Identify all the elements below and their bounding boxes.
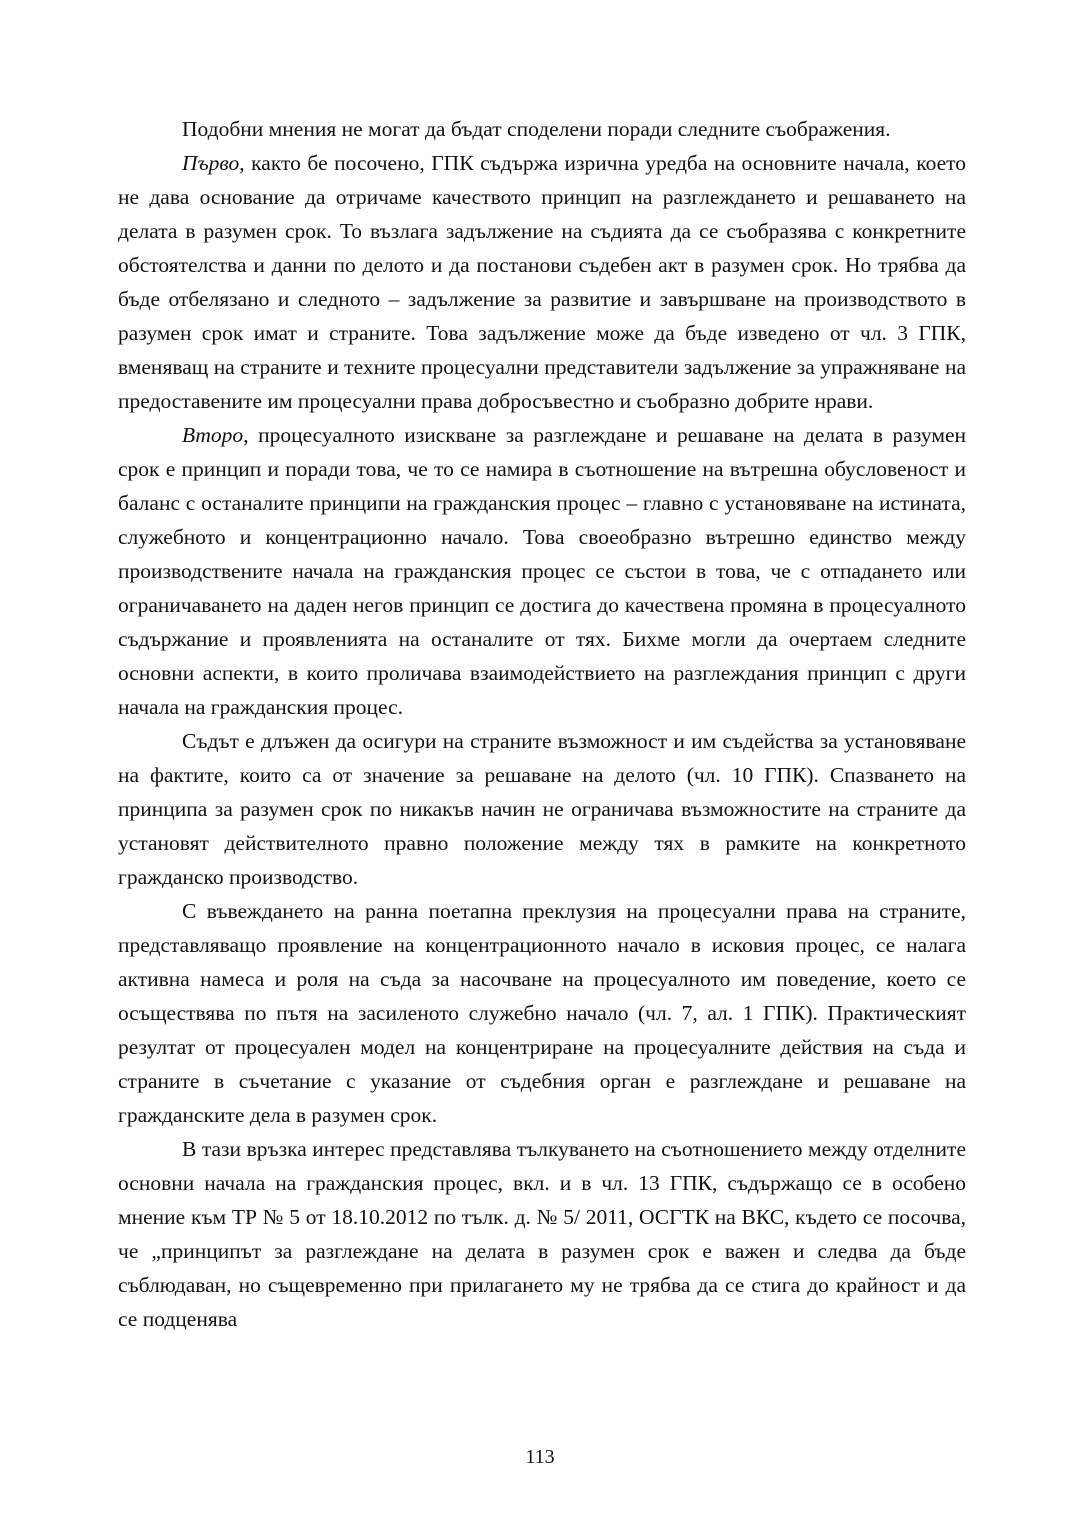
- paragraph-2-text: , както бе посочено, ГПК съдържа изрична уредба на основните начала, което не дава основание да отричаме качеството принцип на разглеждането и решаването на делата в разумен срок. То възлага задължение на съдията да се съобразява с конкретните обстоятелства и данни по делото и да постанови съдебен акт в разумен срок. Но трябва да бъде отбелязано и следното – задължение за развитие и завършване на производството в разумен срок имат и страните. Това задължение може да бъде изведено от чл. 3 ГПК, вменяващ на страните и техните процесуални представители задължение за упражняване на предоставените им процесуални права добросъвестно и съобразно добрите нрави.: [118, 151, 966, 413]
- document-page: [118, 112, 966, 1432]
- paragraph-6: [118, 1132, 966, 1336]
- paragraph-5: [118, 894, 966, 1132]
- paragraph-5-text: С въвеждането на ранна поетапна преклузия на процесуални права на страните, представляващо проявление на концентрационното начало в исковия процес, се налага активна намеса и роля на съда за насочване на процесуалното им поведение, което се осъществява по пътя на засиленото служебно начало (чл. 7, ал. 1 ГПК). Практическият резултат от процесуален модел на концентриране на процесуалните действия на съда и страните в съчетание с указание от съдебния орган е разглеждане и решаване на гражданските дела в разумен срок.: [118, 899, 966, 1127]
- paragraph-4: [118, 724, 966, 894]
- paragraph-6-text: В тази връзка интерес представлява тълкуването на съотношението между отделните основни начала на гражданския процес, вкл. и в чл. 13 ГПК, съдържащо се в особено мнение към ТР № 5 от 18.10.2012 по тълк. д. № 5/ 2011, ОСГТК на ВКС, където се посочва, че „принципът за разглеждане на делата в разумен срок е важен и следва да бъде съблюдаван, но същевременно при прилагането му не трябва да се стига до крайност и да се подценява: [118, 1137, 966, 1331]
- page-number: 113: [525, 1446, 555, 1468]
- paragraph-2-lead: Първо: [182, 151, 240, 175]
- paragraph-3: [118, 418, 966, 724]
- paragraph-2: [118, 146, 966, 418]
- paragraph-3-lead: Второ: [182, 423, 244, 447]
- paragraph-1: [118, 112, 966, 146]
- paragraph-3-text: , процесуалното изискване за разглеждане и решаване на делата в разумен срок е принцип и поради това, че то се намира в съотношение на вътрешна обусловеност и баланс с останалите принципи на гражданския процес – главно с установяване на истината, служебното и концентрационно начало. Това своеобразно вътрешно единство между производствените начала на гражданския процес се състои в това, че с отпадането или ограничаването на даден негов принцип се достига до качествена промяна в процесуалното съдържание и проявленията на останалите от тях. Бихме могли да очертаем следните основни аспекти, в които проличава взаимодействието на разглеждания принцип с други начала на гражданския процес.: [118, 423, 966, 719]
- paragraph-4-text: Съдът е длъжен да осигури на страните възможност и им съдейства за установяване на фактите, които са от значение за решаване на делото (чл. 10 ГПК). Спазването на принципа за разумен срок по никакъв начин не ограничава възможностите на страните да установят действителното правно положение между тях в рамките на конкретното гражданско производство.: [118, 729, 966, 889]
- paragraph-1-text: Подобни мнения не могат да бъдат споделени поради следните съображения.: [182, 117, 891, 141]
